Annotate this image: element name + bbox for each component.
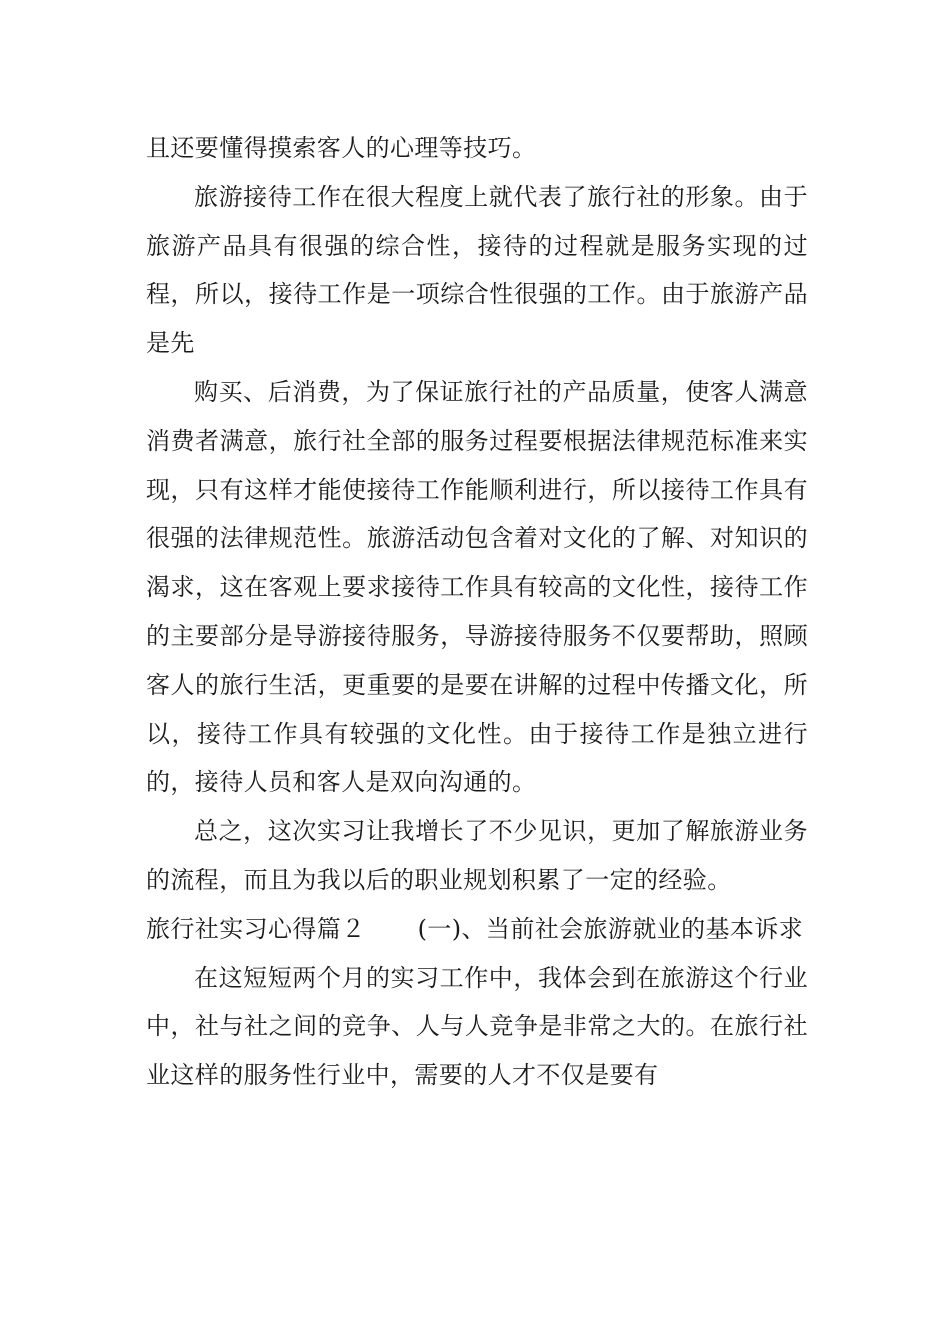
section-subtitle: (一)、当前社会旅游就业的基本诉求 xyxy=(417,914,804,943)
paragraph-internship: 在这短短两个月的实习工作中，我体会到在旅游这个行业中，社与社之间的竞争、人与人竞争是非常之大的。在旅行社业这样的服务性行业中，需要的人才不仅是要有 xyxy=(146,963,808,1090)
section-heading xyxy=(146,905,808,954)
paragraph-summary: 总之，这次实习让我增长了不少见识，更加了解旅游业务的流程，而且为我以后的职业规划积累了一定的经验。 xyxy=(146,817,808,894)
paragraph-reception-nature: 购买、后消费，为了保证旅行社的产品质量，使客人满意消费者满意，旅行社全部的服务过程要根据法律规范标准来实现，只有这样才能使接待工作能顺利进行，所以接待工作具有很强的法律规范性。旅游活动包含着对文化的了解、对知识的渴求，这在客观上要求接待工作具有较高的文化性，接待工作的主要部分是导游接待服务，导游接待服务不仅要帮助，照顾客人的旅行生活，更重要的是要在讲解的过程中传播文化，所以，接待工作具有较强的文化性。由于接待工作是独立进行的，接待人员和客人是双向沟通的。 xyxy=(146,377,808,797)
paragraph-reception-image: 旅游接待工作在很大程度上就代表了旅行社的形象。由于旅游产品具有很强的综合性，接待的过程就是服务实现的过程，所以，接待工作是一项综合性很强的工作。由于旅游产品是先 xyxy=(146,182,808,358)
paragraph-continued: 且还要懂得摸索客人的心理等技巧。 xyxy=(146,134,537,162)
section-title: 旅行社实习心得篇２ xyxy=(146,914,366,943)
document-body xyxy=(146,124,808,1100)
